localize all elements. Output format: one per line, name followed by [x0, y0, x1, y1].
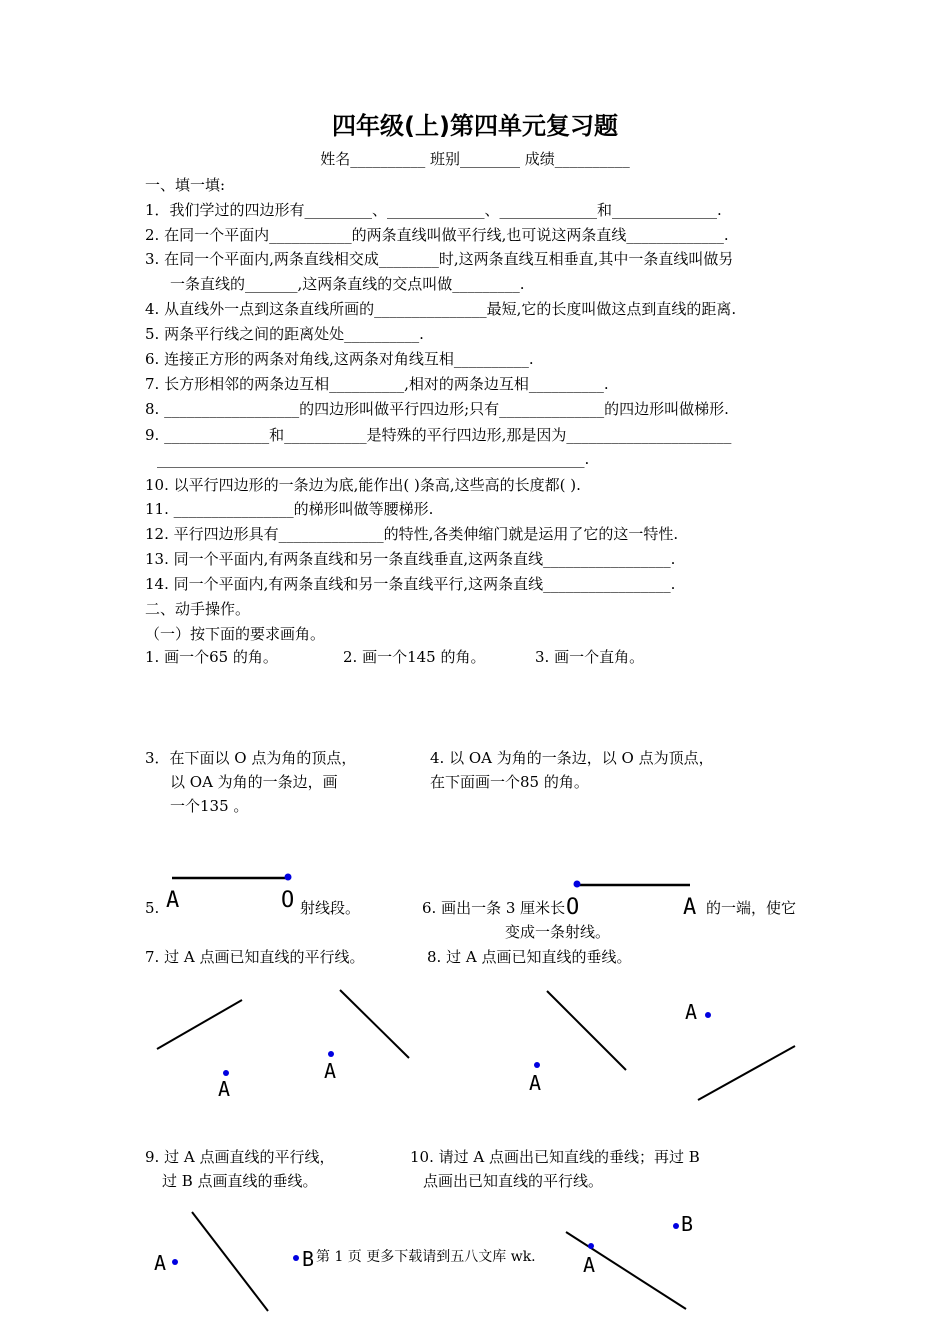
task-6-text-cont: 变成一条射线。: [505, 923, 611, 941]
question-12: 12. 平行四边形具有______________的特性,各类伸缩门就是运用了它的这一特性.: [145, 525, 679, 543]
question-14: 14. 同一个平面内,有两条直线和另一条直线平行,这两条直线_________________.: [145, 575, 676, 593]
task-6-label-o: O: [566, 895, 580, 920]
question-7: 7. 长方形相邻的两条边互相__________,相对的两条边互相__________.: [145, 375, 609, 393]
question-1: 1．我们学过的四边形有_________、_____________、_____________和______________.: [145, 201, 722, 219]
task-10-label-a: A: [583, 1253, 596, 1277]
task-8-text: 8. 过 A 点画已知直线的垂线。: [427, 948, 632, 966]
task-6-text-tail: 的一端，使它: [706, 899, 797, 917]
task-8-line-1: [547, 991, 626, 1070]
task-9-label-a: A: [154, 1251, 167, 1275]
task-7-label-a-2: A: [324, 1059, 337, 1083]
question-5: 5. 两条平行线之间的距离处处__________.: [145, 325, 424, 343]
task-5-text: 射线段。: [300, 899, 361, 917]
question-9-cont: _________________________________________________________.: [157, 450, 590, 468]
question-4: 4. 从直线外一点到这条直线所画的_______________最短,它的长度叫做这点到直线的距离.: [145, 300, 737, 318]
question-2: 2. 在同一个平面内___________的两条直线叫做平行线,也可说这两条直线_____________.: [145, 226, 729, 244]
task-3-line-3: 一个135 。: [170, 797, 249, 815]
task-7-label-a-1: A: [218, 1077, 231, 1101]
task-7-point-a-2: [328, 1051, 334, 1057]
task-8-line-2: [698, 1046, 795, 1100]
section-1-heading: 一、填一填:: [145, 176, 226, 194]
question-8: 8. __________________的四边形叫做平行四边形;只有______________的四边形叫做梯形.: [145, 400, 729, 418]
task-9-point-a: [172, 1259, 178, 1265]
task-9-point-b: [293, 1255, 299, 1261]
page-footer: 第 1 页 更多下载请到五八文库 wk.: [316, 1249, 536, 1265]
task-7-line-2: [340, 990, 409, 1058]
task-9-label-b: B: [302, 1247, 315, 1271]
section-2-heading: 二、动手操作。: [145, 600, 251, 618]
task-6-label-a: A: [683, 895, 697, 920]
task-7-line-1: [157, 1000, 242, 1049]
draw-task-3: 3. 画一个直角。: [535, 648, 645, 666]
question-9: 9. ______________和___________是特殊的平行四边形,那是因为______________________: [145, 426, 732, 444]
task-5-number: 5.: [145, 899, 160, 917]
task-7-point-a-1: [223, 1070, 229, 1076]
question-11: 11. ________________的梯形叫做等腰梯形.: [145, 500, 434, 518]
question-6: 6. 连接正方形的两条对角线,这两条对角线互相__________.: [145, 350, 534, 368]
task-9-line: [192, 1212, 268, 1311]
draw-task-2: 2. 画一个145 的角。: [343, 648, 486, 666]
task-5-point-o: [285, 874, 292, 881]
task-8-point-a-2: [705, 1012, 711, 1018]
question-13: 13. 同一个平面内,有两条直线和另一条直线垂直,这两条直线_________________.: [145, 550, 676, 568]
task-6-text: 6. 画出一条 3 厘米长: [422, 899, 566, 917]
subsection-1-heading: （一）按下面的要求画角。: [145, 625, 326, 643]
question-3: 3. 在同一个平面内,两条直线相交成________时,这两条直线互相垂直,其中一条直线叫做另: [145, 250, 734, 268]
task-9-line-1: 9. 过 A 点画直线的平行线，: [145, 1148, 335, 1166]
task-5-label-o: O: [281, 888, 295, 913]
question-10: 10. 以平行四边形的一条边为底,能作出( )条高,这些高的长度都( ).: [145, 476, 581, 494]
task-7-text: 7. 过 A 点画已知直线的平行线。: [145, 948, 365, 966]
task-9-line-2: 过 B 点画直线的垂线。: [162, 1172, 318, 1190]
task-5-label-a: A: [166, 888, 180, 913]
task-8-label-a-2: A: [685, 1000, 698, 1024]
task-3-line-2: 以 OA 为角的一条边，画: [170, 773, 338, 791]
student-info-line: 姓名__________ 班别________ 成绩__________: [320, 150, 630, 168]
task-8-point-a-1: [534, 1062, 540, 1068]
question-3-cont: 一条直线的_______,这两条直线的交点叫做_________.: [170, 275, 525, 293]
task-4-line-1: 4. 以 OA 为角的一条边，以 O 点为顶点，: [430, 749, 714, 767]
task-10-point-b: [673, 1223, 679, 1229]
task-10-point-a: [588, 1243, 594, 1249]
task-3-line-1: 3．在下面以 O 点为角的顶点，: [145, 749, 357, 767]
task-4-line-2: 在下面画一个85 的角。: [430, 773, 589, 791]
task-8-label-a-1: A: [529, 1071, 542, 1095]
task-10-label-b: B: [681, 1212, 694, 1236]
page-title: 四年级(上)第四单元复习题: [332, 112, 618, 140]
task-10-line-2: 点画出已知直线的平行线。: [423, 1172, 604, 1190]
draw-task-1: 1. 画一个65 的角。: [145, 648, 278, 666]
task-10-line-1: 10. 请过 A 点画出已知直线的垂线；再过 B: [410, 1148, 700, 1166]
task-6-point-o: [574, 881, 581, 888]
